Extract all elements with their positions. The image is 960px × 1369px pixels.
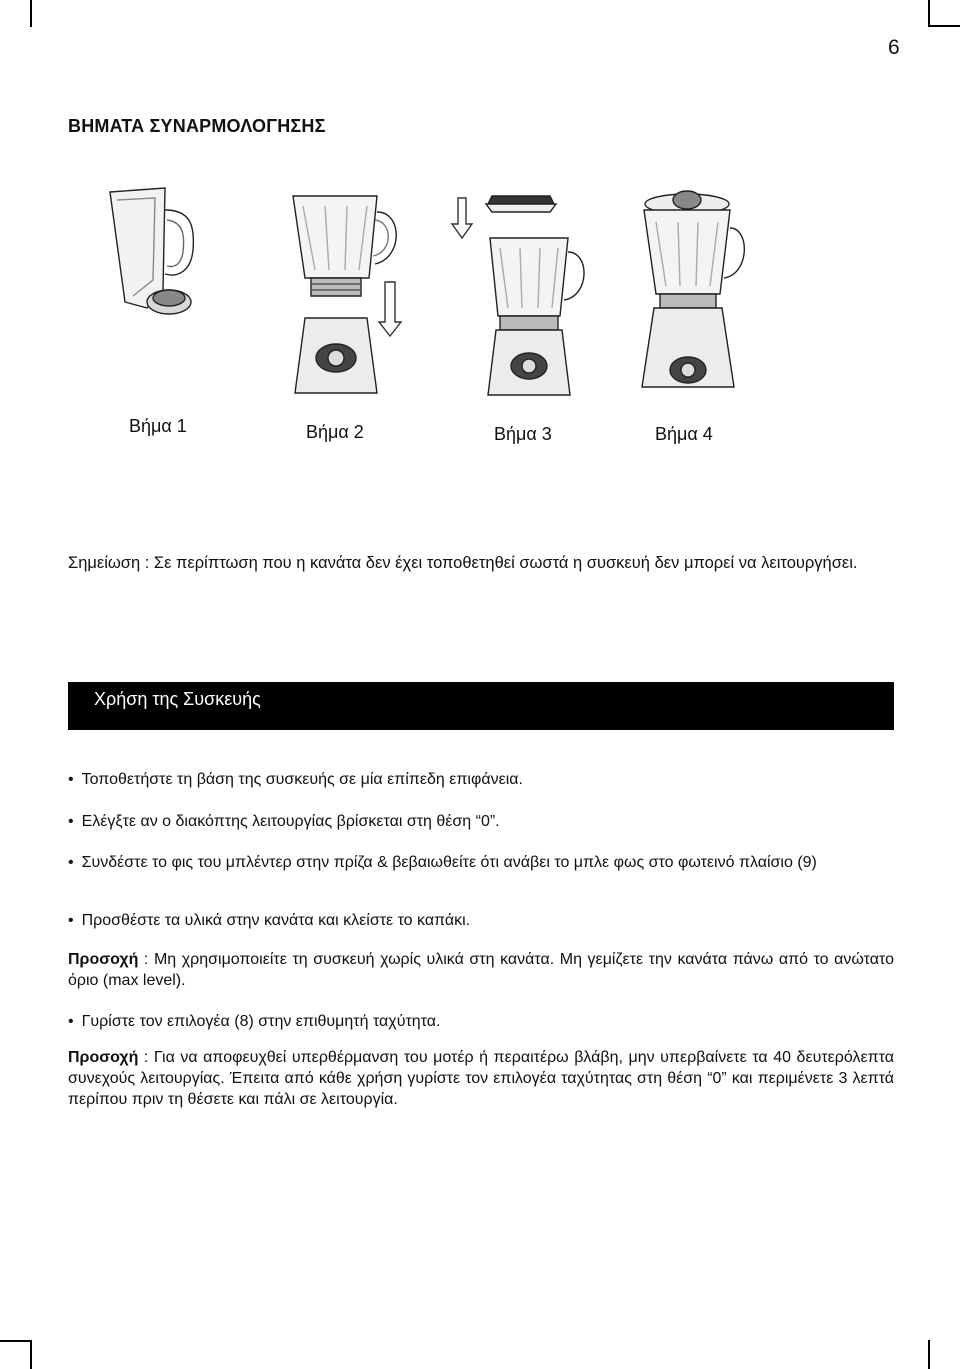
jar-above-base-illustration [285,188,415,400]
step-2-label: Βήμα 2 [306,422,364,442]
step-1-label: Βήμα 1 [129,416,187,436]
step-3-label: Βήμα 3 [494,424,552,444]
crop-mark-top-right-h [930,25,960,27]
lid-above-jar-on-base-illustration [450,190,590,400]
instruction-item: • Τοποθετήστε τη βάση της συσκευής σε μία επίπεδη επιφάνεια. [68,769,894,790]
page-heading: ΒΗΜΑΤΑ ΣΥΝΑΡΜΟΛΟΓΗΣΗΣ [68,116,326,136]
caution-paragraph-1 [68,949,894,991]
jar-tilted-illustration [95,180,215,330]
caution-text: : Μη χρησιμοποιείτε τη συσκευή χωρίς υλικά στη κανάτα. Μη γεμίζετε την κανάτα πάνω από το ανώτατο όριο (max level). [68,951,894,989]
caution-label: Προσοχή [68,1049,139,1066]
instruction-item: • Ελέγξτε αν ο διακόπτης λειτουργίας βρίσκεται στη θέση “0”. [68,811,894,832]
crop-mark-top-right [928,0,930,27]
page-number: 6 [888,36,900,59]
crop-mark-bottom-left-h [0,1340,30,1342]
caution-text: : Για να αποφευχθεί υπερθέρμανση του μοτέρ ή περαιτέρω βλάβη, μην υπερβαίνετε τα 40 δευτερόλεπτα συνεχούς λειτουργίας. Έπειτα από κάθε χρήση γυρίστε τον επιλογέα ταχύτητας στη θέση “0” και περιμένετε 3 λεπτά περίπου πριν τη θέσετε και πάλι σε λειτουργία. [68,1049,894,1108]
section-title: Χρήση της Συσκευής [94,689,261,709]
crop-mark-bottom-right [928,1340,930,1369]
step-4-label: Βήμα 4 [655,424,713,444]
caution-label: Προσοχή [68,951,139,968]
assembly-note: Σημείωση : Σε περίπτωση που η κανάτα δεν έχει τοποθετηθεί σωστά η συσκευή δεν μπορεί να λειτουργήσει. [68,554,858,572]
instruction-item: • Προσθέστε τα υλικά στην κανάτα και κλείστε το καπάκι. [68,910,894,931]
instruction-item: • Συνδέστε το φις του μπλέντερ στην πρίζα & βεβαιωθείτε ότι ανάβει το μπλε φως στο φωτεινό πλαίσιο (9) [68,852,894,873]
caution-paragraph-2 [68,1047,894,1110]
crop-mark-top-left [30,0,32,27]
instruction-item: • Γυρίστε τον επιλογέα (8) στην επιθυμητή ταχύτητα. [68,1011,894,1032]
crop-mark-bottom-left [30,1340,32,1369]
assembled-blender-illustration [632,182,752,392]
